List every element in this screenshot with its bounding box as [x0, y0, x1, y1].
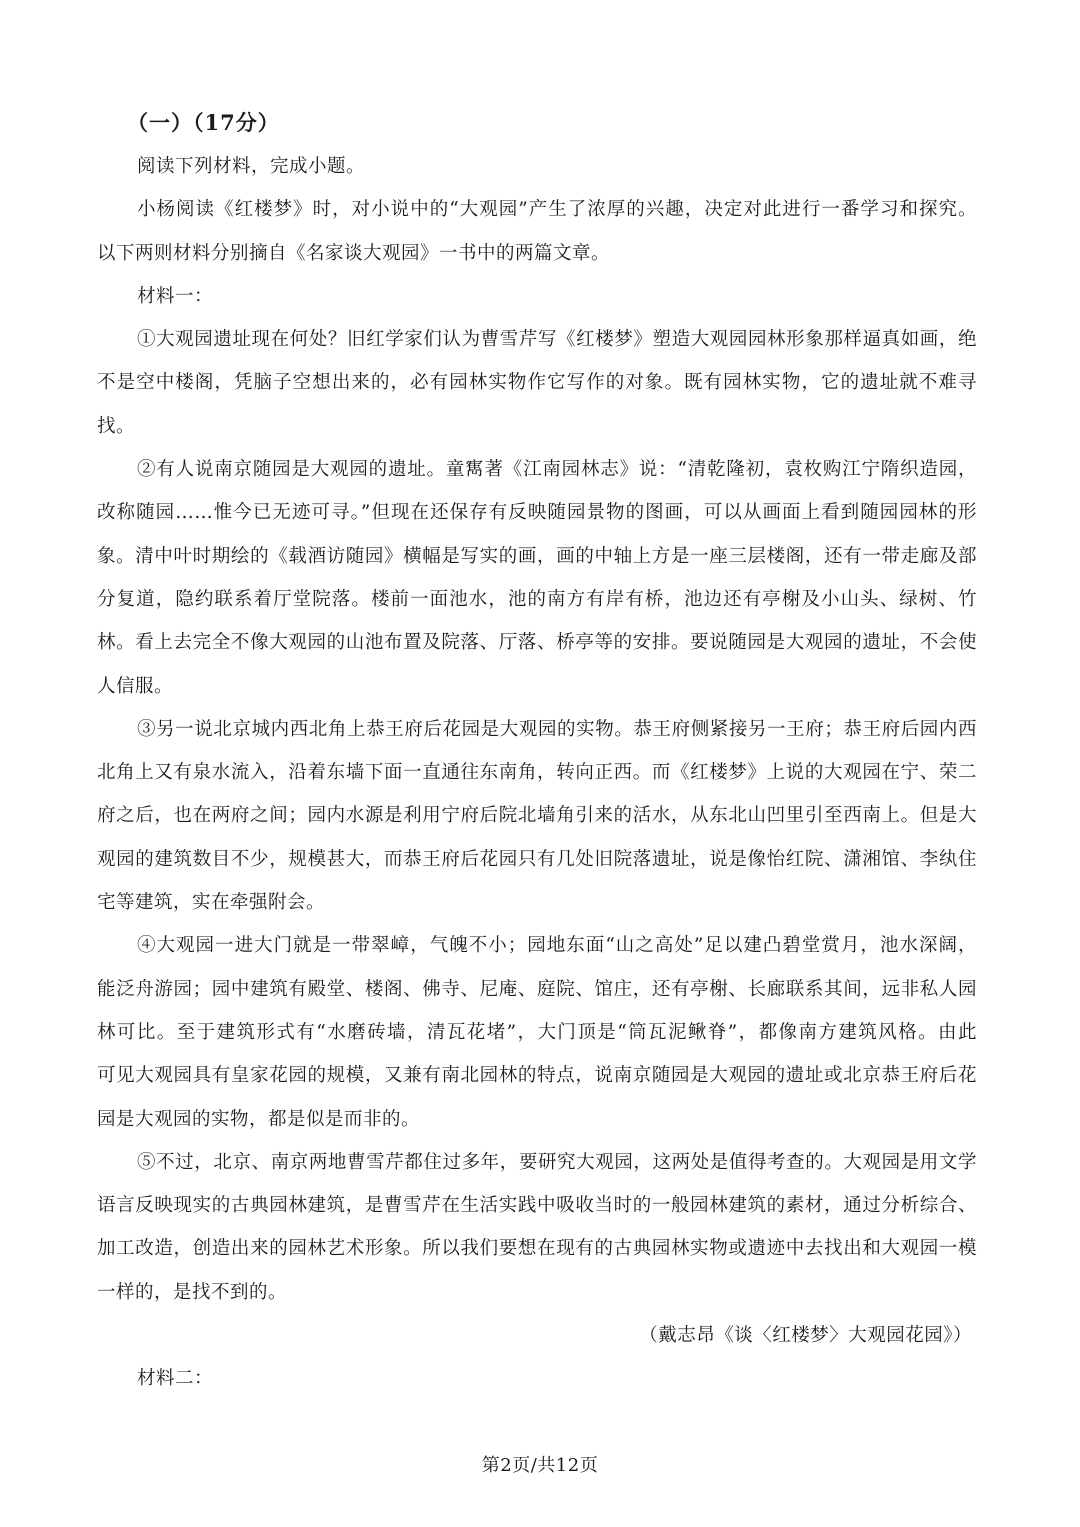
paragraph-line: 北角上又有泉水流入，沿着东墙下面一直通往东南角，转向正西。而《红楼梦》上说的大观园在宁、荣二	[97, 762, 977, 784]
paragraph-line: 人信服。	[97, 675, 174, 697]
paragraph-line: 观园的建筑数目不少，规模甚大，而恭王府后花园只有几处旧院落遗址，说是像怡红院、潇湘馆、李纨住	[97, 848, 977, 870]
paragraph-line: 象。清中叶时期绘的《载酒访随园》横幅是写实的画，画的中轴上方是一座三层楼阁，还有一带走廊及部	[97, 545, 977, 567]
intro-paragraph	[97, 188, 977, 275]
page-number: 第2页/共12页	[481, 1455, 599, 1476]
paragraph-line: 园是大观园的实物，都是似是而非的。	[97, 1108, 421, 1130]
section-title: （一）（17分）	[127, 110, 280, 135]
paragraph-line: 加工改造，创造出来的园林艺术形象。所以我们要想在现有的古典园林实物或遗迹中去找出和大观园一模	[97, 1238, 977, 1260]
source-citation: （戴志昂《谈〈红楼梦〉大观园花园》）	[639, 1325, 972, 1347]
paragraph-2	[97, 448, 977, 708]
paragraph-1	[97, 318, 977, 448]
paragraph-line: 找。	[97, 415, 136, 437]
paragraph-line: ③另一说北京城内西北角上恭王府后花园是大观园的实物。恭王府侧紧接另一王府；恭王府后园内西	[137, 718, 977, 740]
paragraph-line: ①大观园遗址现在何处？旧红学家们认为曹雪芹写《红楼梦》塑造大观园园林形象那样逼真如画，绝	[137, 329, 977, 351]
paragraph-line: 不是空中楼阁，凭脑子空想出来的，必有园林实物作它写作的对象。既有园林实物，它的遗址就不难寻	[97, 372, 977, 394]
paragraph-line: 分复道，隐约联系着厅堂院落。楼前一面池水，池的南方有岸有桥，池边还有亭榭及小山头、绿树、竹	[97, 588, 977, 610]
paragraph-line: 林可比。至于建筑形式有“水磨砖墙，清瓦花堵”，大门顶是“筒瓦泥鳅脊”，都像南方建筑风格。由此	[97, 1021, 977, 1043]
paragraph-line: 改称随园……惟今已无迹可寻。”但现在还保存有反映随园景物的图画，可以从画面上看到随园园林的形	[97, 502, 977, 524]
paragraph-3	[97, 708, 977, 924]
intro-line: 以下两则材料分别摘自《名家谈大观园》一书中的两篇文章。	[97, 242, 611, 264]
paragraph-line: 府之后，也在两府之间；园内水源是利用宁府后院北墙角引来的活水，从东北山凹里引至西南上。但是大	[97, 805, 977, 827]
paragraph-4	[97, 924, 977, 1140]
intro-line: 小杨阅读《红楼梦》时，对小说中的“大观园”产生了浓厚的兴趣，决定对此进行一番学习和探究。	[137, 199, 977, 221]
material-one-label: 材料一：	[137, 285, 214, 307]
paragraph-line: 林。看上去完全不像大观园的山池布置及院落、厅落、桥亭等的安排。要说随园是大观园的遗址，不会使	[97, 632, 977, 654]
paragraph-line: 能泛舟游园；园中建筑有殿堂、楼阁、佛寺、尼庵、庭院、馆庄，还有亭榭、长廊联系其间，远非私人园	[97, 978, 977, 1000]
material-two-label: 材料二：	[137, 1368, 214, 1390]
paragraph-line: ④大观园一进大门就是一带翠嶂，气魄不小；园地东面“山之高处”足以建凸碧堂赏月，池水深阔，	[137, 935, 977, 957]
paragraph-line: ⑤不过，北京、南京两地曹雪芹都住过多年，要研究大观园，这两处是值得考查的。大观园是用文学	[137, 1151, 977, 1173]
paragraph-line: ②有人说南京随园是大观园的遗址。童寯著《江南园林志》说：“清乾隆初，袁枚购江宁隋织造园，	[137, 459, 977, 481]
paragraph-5	[97, 1141, 977, 1314]
paragraph-line: 宅等建筑，实在牵强附会。	[97, 892, 326, 914]
instruction-text: 阅读下列材料，完成小题。	[137, 156, 366, 177]
paragraph-line: 语言反映现实的古典园林建筑，是曹雪芹在生活实践中吸收当时的一般园林建筑的素材，通过分析综合、	[97, 1195, 977, 1217]
paragraph-line: 可见大观园具有皇家花园的规模，又兼有南北园林的特点，说南京随园是大观园的遗址或北京恭王府后花	[97, 1065, 977, 1087]
paragraph-line: 一样的，是找不到的。	[97, 1281, 288, 1303]
reading-passage	[97, 105, 977, 1401]
